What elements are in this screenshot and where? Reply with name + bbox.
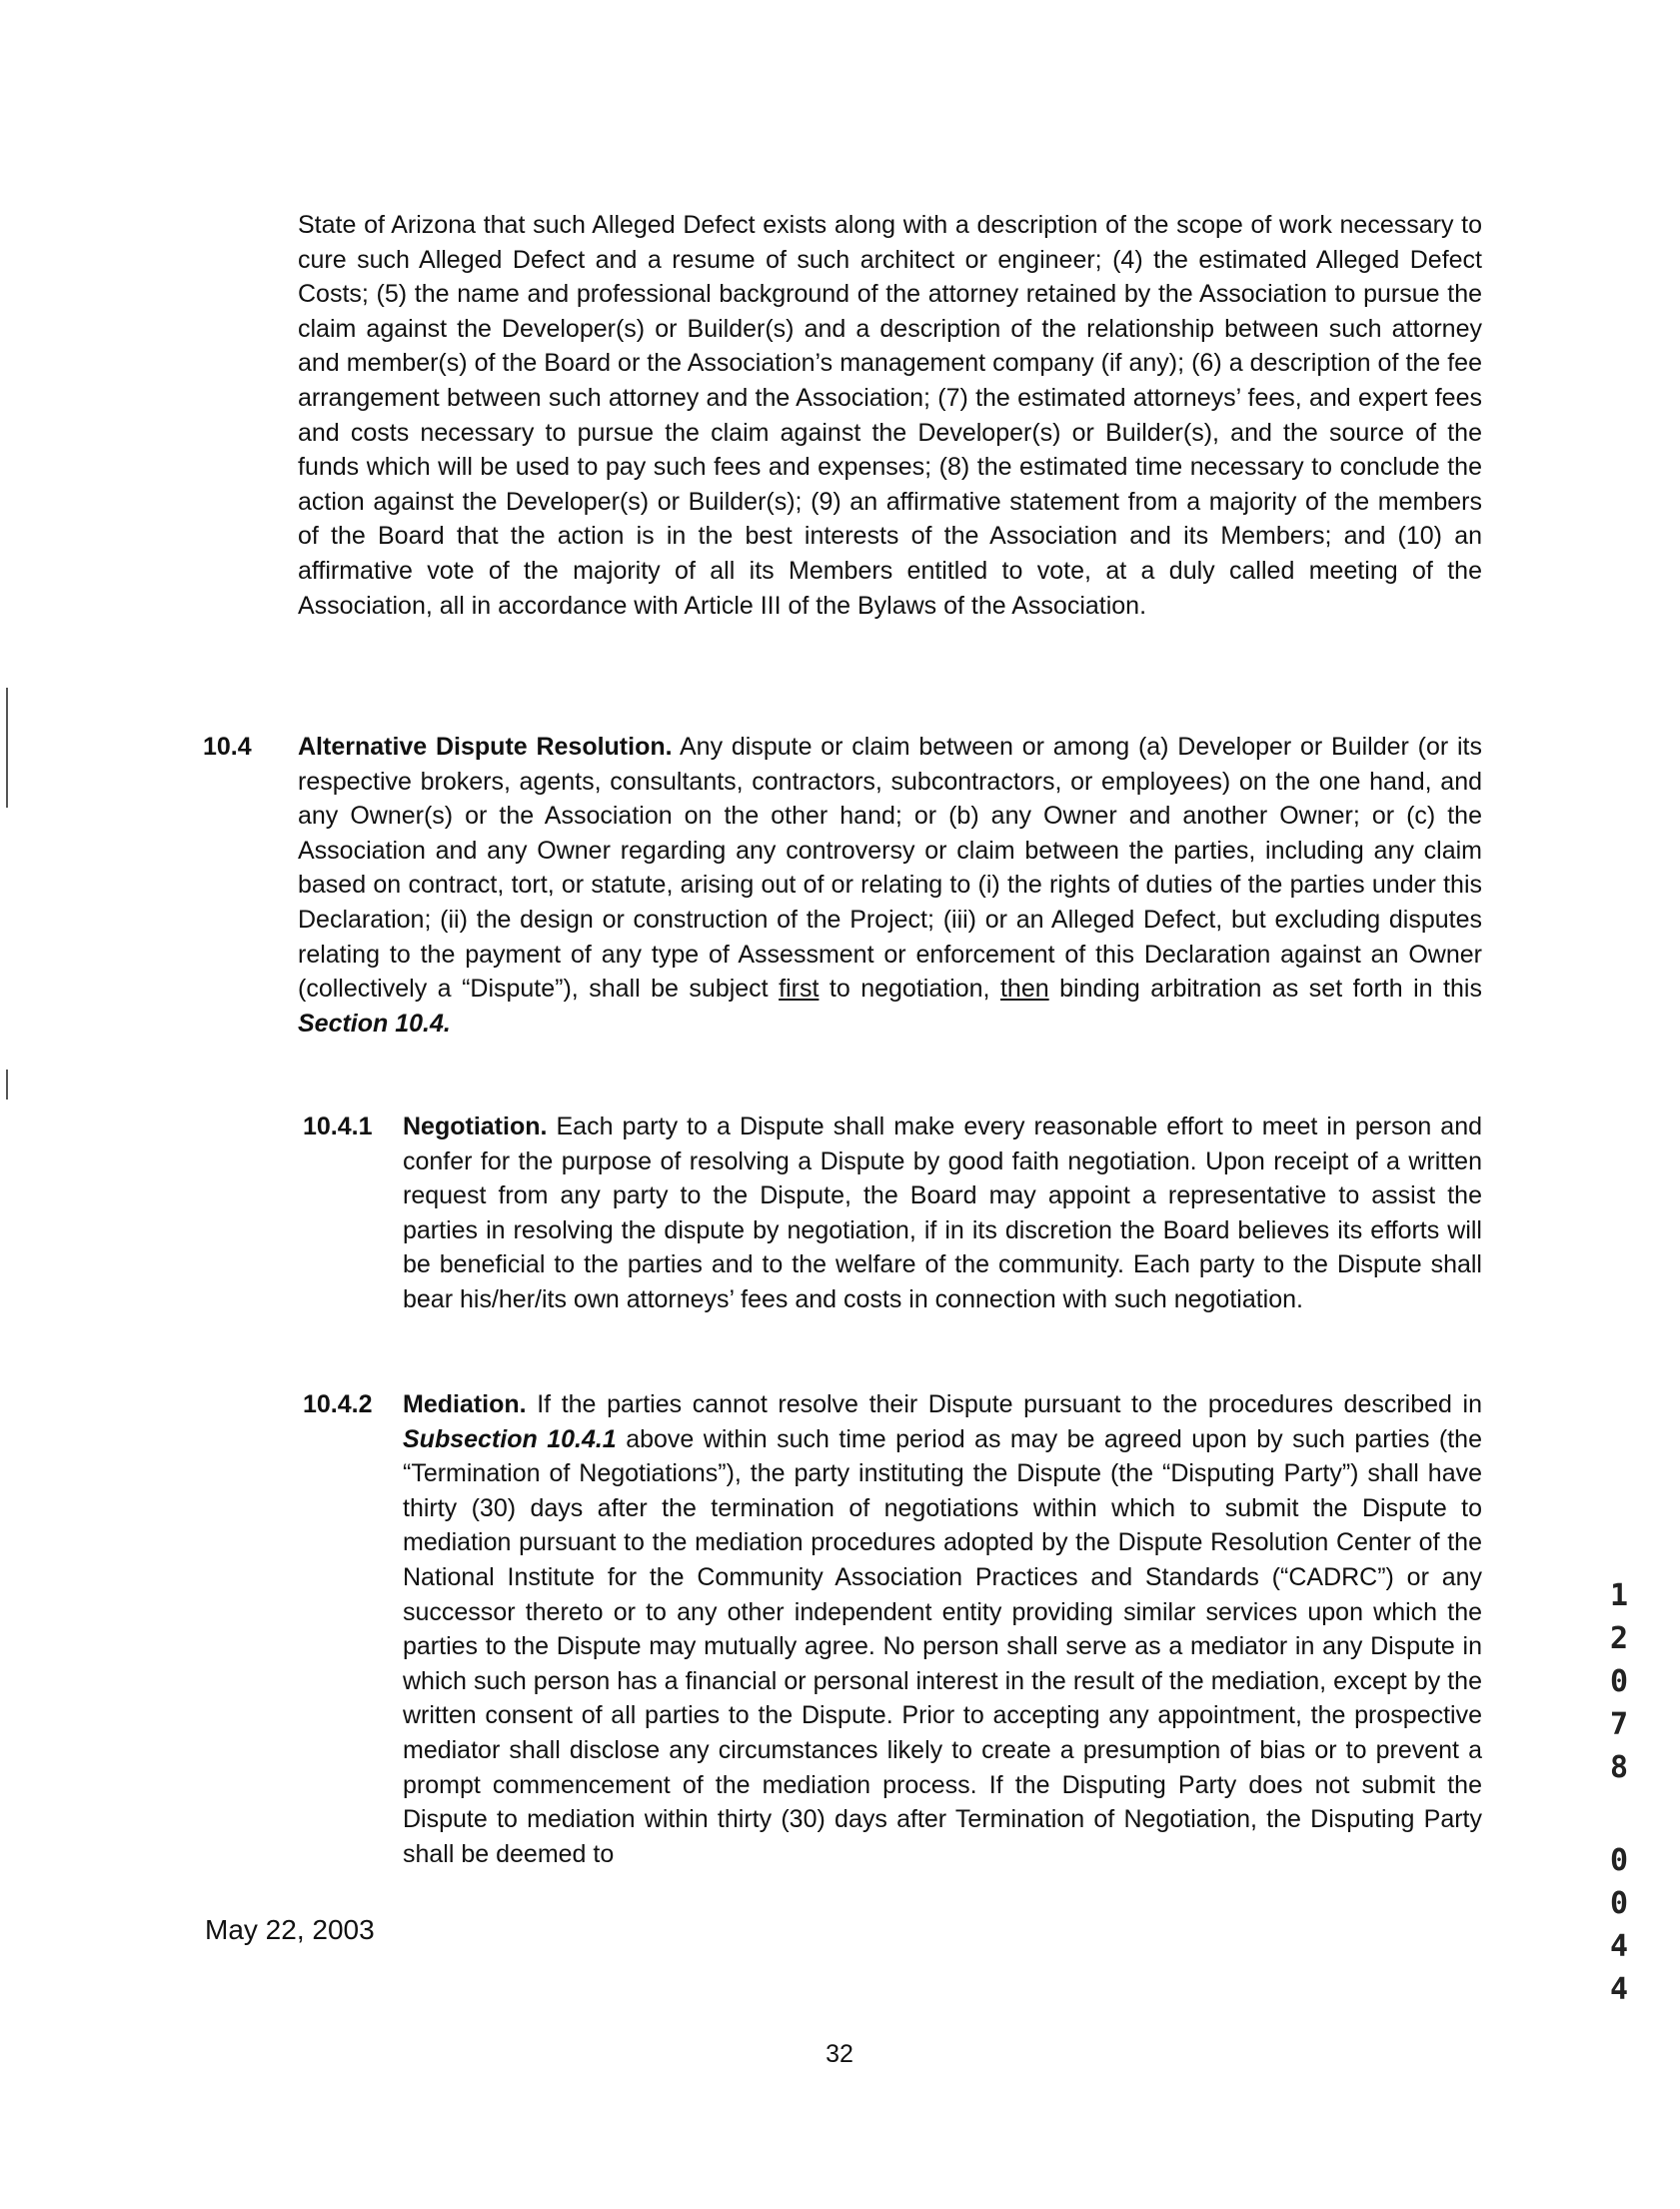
subsection-text: If the parties cannot resolve their Dispute pursuant to the procedures described in <box>537 1390 1482 1418</box>
stamp-digit: 4 <box>1609 1972 1629 2007</box>
subsection-reference: Subsection 10.4.1 <box>403 1424 617 1453</box>
section-text: to negotiation, <box>829 975 990 1004</box>
recording-number-stamp <box>1599 1574 1639 2011</box>
emphasis-first: first <box>779 975 820 1004</box>
subsection-text: above within such time period as may be agreed upon by such parties (the “Termination of Negotiations”), the party instituting the Dispute (the “Disputing Party”) shall have thirty (30) days after the termination of negotiations within which to submit the Dispute to mediation pursuant to the mediation procedures adopted by the Dispute Resolution Center of the National Institute for the Community Association Practices and Standards (“CADRC”) or any successor thereto or to any other independent entity providing similar services upon which the parties to the Dispute may mutually agree. No person shall serve as a mediator in any Dispute in which such person has a financial or personal interest in the result of the mediation, except by the written consent of all parties to the Dispute. Prior to accepting any appointment, the prospective mediator shall disclose any circumstances likely to create a presumption of bias or to prevent a prompt commencement of the mediation process. If the Disputing Party does not submit the Dispute to mediation within thirty (30) days after Termination of Negotiation, the Disputing Party shall be deemed to <box>403 1424 1482 1868</box>
section-10-4-2-paragraph <box>403 1387 1482 1871</box>
emphasis-then: then <box>999 975 1049 1004</box>
subsection-number: 10.4.2 <box>303 1390 373 1418</box>
stamp-digit: 8 <box>1609 1750 1629 1785</box>
stamp-digit: 0 <box>1609 1843 1629 1878</box>
section-text: binding arbitration as set forth in this <box>1059 975 1482 1004</box>
section-text: Any dispute or claim between or among (a) Developer or Builder (or its respective brokers, agents, consultants, contractors, subcontractors, or employees) on the one hand, and any Owner(s) or the Association on the other hand; or (b) any Owner and another Owner; or (c) the Association and any Owner regarding any controversy or claim between the parties, including any claim based on contract, tort, or statute, arising out of or relating to (i) the rights of duties of the parties under this Declaration; (ii) the design or construction of the Project; (iii) or an Alleged Defect, but excluding disputes relating to the payment of any type of Assessment or enforcement of this Declaration against an Owner (collectively a “Dispute”), shall be subject <box>298 733 1482 1004</box>
subsection-heading: Mediation. <box>403 1390 527 1418</box>
stamp-digit: 0 <box>1609 1886 1629 1921</box>
stamp-digit: 0 <box>1609 1664 1629 1699</box>
intro-paragraph: State of Arizona that such Alleged Defect exists along with a description of the scope of work necessary to cure such Alleged Defect and a resume of such architect or engineer; (4) the estimated Alleged Defect Costs; (5) the name and professional background of the attorney retained by the Association to pursue the claim against the Developer(s) or Builder(s) and a description of the relationship between such attorney and member(s) of the Board or the Association’s management company (if any); (6) a description of the fee arrangement between such attorney and the Association; (7) the estimated attorneys’ fees, and expert fees and costs necessary to pursue the claim against the Developer(s) or Builder(s), and the source of the funds which will be used to pay such fees and expenses; (8) the estimated time necessary to conclude the action against the Developer(s) or Builder(s); (9) an affirmative statement from a majority of the members of the Board that the action is in the best interests of the Association and its Members; and (10) an affirmative vote of the majority of all its Members entitled to vote, at a duly called meeting of the Association, all in accordance with Article III of the Bylaws of the Association. <box>298 211 1482 620</box>
margin-mark <box>6 688 8 808</box>
subsection-heading: Negotiation. <box>403 1112 548 1140</box>
section-number: 10.4 <box>203 733 252 761</box>
section-reference: Section 10.4. <box>298 1009 451 1038</box>
footer-date: May 22, 2003 <box>205 1914 375 1945</box>
section-10-4-paragraph <box>298 730 1482 1041</box>
stamp-digit: 4 <box>1609 1929 1629 1964</box>
stamp-digit: 1 <box>1609 1578 1629 1613</box>
stamp-digit: 2 <box>1609 1621 1629 1656</box>
margin-mark <box>6 1070 8 1100</box>
stamp-gap <box>1599 1789 1639 1839</box>
stamp-digit: 7 <box>1609 1707 1629 1742</box>
subsection-text: Each party to a Dispute shall make every reasonable effort to meet in person and confer for the purpose of resolving a Dispute by good faith negotiation. Upon receipt of a written request from any party to the Dispute, the Board may appoint a representative to assist the parties in resolving the dispute by negotiation, if in its discretion the Board believes its efforts will be beneficial to the parties and to the welfare of the community. Each party to the Dispute shall bear his/her/its own attorneys’ fees and costs in connection with such negotiation. <box>403 1112 1483 1313</box>
subsection-number: 10.4.1 <box>303 1112 373 1140</box>
page-number: 32 <box>826 2040 853 2068</box>
section-heading: Alternative Dispute Resolution. <box>298 733 673 761</box>
section-10-4-1-paragraph <box>403 1109 1482 1317</box>
